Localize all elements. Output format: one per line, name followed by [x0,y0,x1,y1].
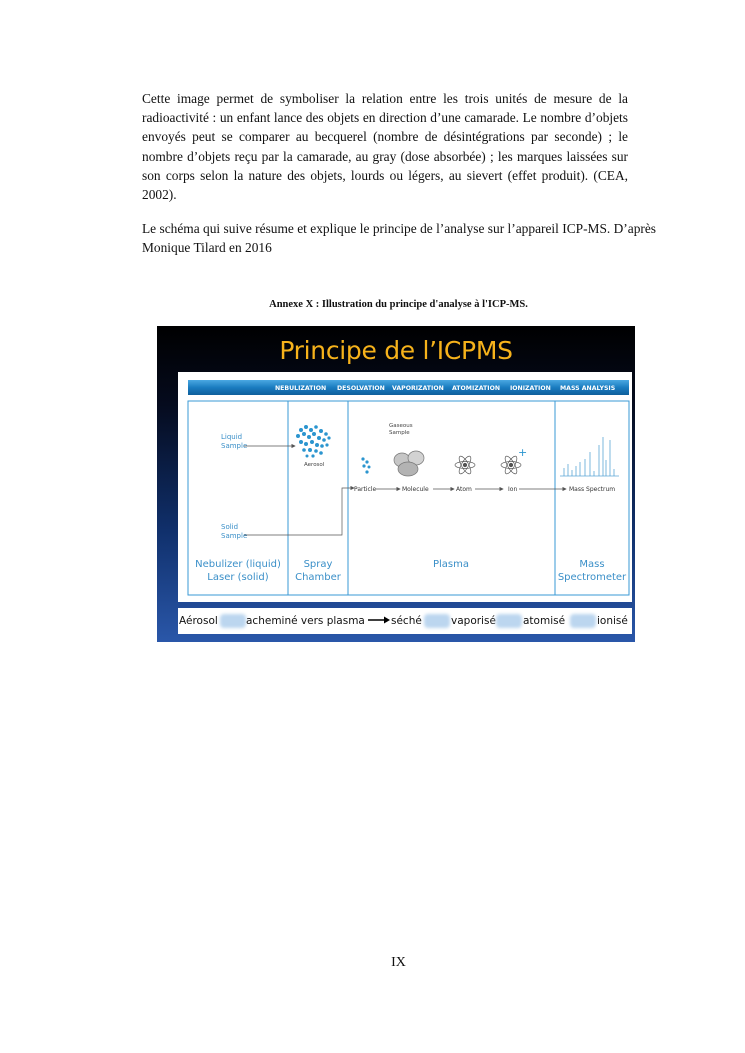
molecule-shape [394,451,424,476]
step-vaporization: VAPORIZATION [392,385,444,392]
gaseous-sample-label-2: Sample [389,430,410,436]
liquid-sample-label-2: Sample [221,442,248,450]
section-spray-1: Spray [303,559,333,570]
section-mass-1: Mass [579,559,605,570]
aerosol-droplets [296,425,331,458]
gaseous-sample-label-1: Gaseous [389,423,413,429]
seq-atomise: atomisé [523,615,566,627]
seq-aerosol: Aérosol [179,615,218,627]
icpms-diagram-panel [178,372,632,602]
seq-blur-4 [570,614,596,628]
step-nebulization: NEBULIZATION [275,385,327,392]
ion-charge: + [518,446,528,459]
flow-atom: Atom [456,486,472,493]
paragraph-radioactivity-units: Cette image permet de symboliser la relation entre les trois unités de mesure de la radioactivité : un enfant lance des objets en direction d’une camarade. Le nombre d’objets envoyés peut se comparer au becquerel (nombre de désintégrations par seconde) ; le nombre d’objets reçu par la camarade, au gray (dose absorbée) ; les marques laissées sur son corps selon la nature des objets, lourds ou légers, au sievert (effet produit). (CEA, 2002). [142,91,628,203]
section-spray-2: Chamber [295,572,341,583]
section-nebulizer-2: Laser (solid) [207,572,269,583]
seq-vaporise: vaporisé [451,615,496,627]
solid-sample-label-2: Sample [221,532,248,540]
seq-achemine: acheminé vers plasma [246,615,365,627]
section-mass-2: Spectrometer [557,572,627,583]
atom-symbol [455,455,475,476]
flow-ion: Ion [508,486,518,493]
seq-blur-2 [424,614,450,628]
seq-blur-3 [496,614,522,628]
section-nebulizer-1: Nebulizer (liquid) [195,559,281,570]
step-atomization: ATOMIZATION [452,385,501,392]
seq-blur-1 [220,614,246,628]
step-ionization: IONIZATION [510,385,551,392]
mass-spectrum-peaks [560,437,619,476]
solid-sample-label-1: Solid [221,523,239,531]
seq-ionise: ionisé [597,615,628,627]
figure-caption: Annexe X : Illustration du principe d'analyse à l'ICP-MS. [269,299,528,310]
solid-arrow [244,488,354,535]
page-number: IX [391,955,406,970]
step-mass-analysis: MASS ANALYSIS [560,385,616,392]
seq-seche: séché [391,615,422,627]
process-sequence-bar [178,608,632,634]
paragraph-icpms-intro: Le schéma qui suive résume et explique le principe de l’analyse sur l’appareil ICP-MS. D’après Monique Tilard en 2016 [142,221,656,256]
icpms-figure [157,326,635,642]
icpms-diagram [178,372,632,602]
step-desolvation: DESOLVATION [337,385,385,392]
liquid-sample-label-1: Liquid [221,433,243,441]
seq-arrow-icon [367,615,391,625]
figure-title: Principe de l’ICPMS [279,336,513,365]
flow-particle: Particle [354,486,377,493]
flow-molecule: Molecule [402,486,429,493]
particle-dots [361,457,370,473]
section-plasma: Plasma [432,559,470,570]
aerosol-label: Aerosol [304,462,325,468]
flow-mass-spectrum: Mass Spectrum [569,486,616,493]
